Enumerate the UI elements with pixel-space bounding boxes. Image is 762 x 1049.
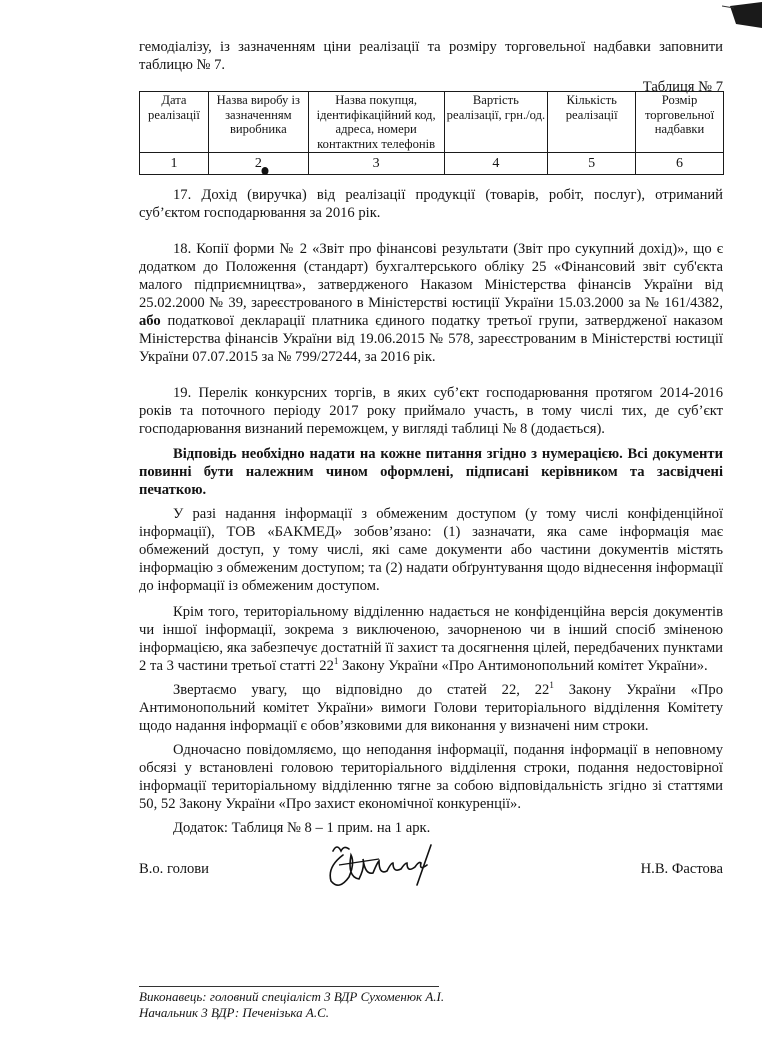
table7-number-row — [140, 153, 724, 175]
item-19 — [139, 384, 723, 438]
item-18-or: або — [139, 313, 161, 329]
liability-text: Одночасно повідомляємо, що неподання інформації, подання інформації в неповному обсязі у встановлені головою територіального відділення строки, подання недостовірної інформації територіальному відділенню тягне за собою відповідальність згідно зі статтями 50, 52 Закону України «Про захист економічної конкуренції». — [139, 742, 723, 812]
scan-ink-dot — [261, 166, 269, 176]
table7-number-cell: 2 — [208, 153, 308, 175]
table7-caption: Таблиця № 7 — [642, 79, 723, 95]
footer — [139, 989, 444, 1021]
attachment-line — [139, 819, 723, 837]
table7-number-cell: 5 — [548, 153, 636, 175]
item-17-text: 17. Дохід (виручка) від реалізації продукції (товарів, робіт, послуг), отриманий суб’єктом господарювання за 2016 рік. — [139, 187, 723, 221]
bold-notice-text: Відповідь необхідно надати на кожне питання згідно з нумерацією. Всі документи повинні бути належним чином оформлені, підписані керівником та засвідчені печаткою. — [139, 446, 723, 498]
attention-text: Звертаємо увагу, що відповідно до статей 22, $22^1$ Закону України «Про Антимонопольний комітет України» вимоги Голови територіального відділення Комітету щодо надання інформації є обов’язковими для виконання у визначені ним строки. — [139, 680, 723, 734]
liability-paragraph — [139, 741, 723, 813]
restricted-info-text: У разі надання інформації з обмеженим доступом (у тому числі конфіденційної інформації), ТОВ «БАКМЕД» зобов’язано: (1) зазначати, яка саме інформація має обмежений доступ, у тому числі, які саме документи або частини документів містять інформацію з обмеженим доступом; та (2) надати обґрунтування щодо віднесення інформації до інформації із обмеженим доступом. — [139, 506, 723, 594]
item-19-text: 19. Перелік конкурсних торгів, в яких суб’єкт господарювання протягом 2014-2016 років та поточного періоду 2017 року приймало участь, в тому числі тих, де суб’єкт господарювання визнаний переможцем, у вигляді таблиці № 8 (додається). — [139, 385, 723, 437]
table7-header-cell: Вартість реалізації, грн./од. — [444, 92, 548, 153]
table7-header-cell: Кількість реалізації — [548, 92, 636, 153]
signer-name: Н.В. Фастова — [640, 861, 723, 877]
table-7 — [139, 91, 724, 175]
table7-number-cell: 3 — [308, 153, 444, 175]
footer-divider — [139, 986, 439, 987]
bold-notice — [139, 445, 723, 499]
item-18 — [139, 240, 723, 366]
table7-header-cell: Дата реалізації — [140, 92, 209, 153]
table7-header-row — [140, 92, 724, 153]
footer-executor: Виконавець: головний спеціаліст 3 ВДР Сухоменюк А.І. — [139, 989, 445, 1004]
table7-number-cell: 4 — [444, 153, 548, 175]
table7-number-cell: 1 — [140, 153, 209, 175]
table7-number-cell: 6 — [636, 153, 724, 175]
item-18-text: 18. Копії форми № 2 «Звіт про фінансові результати (Звіт про сукупний дохід)», що є додатком до Положення (стандарт) бухгалтерського обліку 25 «Фінансовий звіт суб'єкта малого підприємництва», затвердженого Наказом Міністерства фінансів України від 25.02.2000 № 39, зареєстрованого в Міністерстві юстиції України 15.03.2000 за № 161/4382, або податкової декларації платника єдиного податку третьої групи, затвердженої наказом Міністерства фінансів України від 19.06.2015 № 578, зареєстрованим в Міністерстві юстиції України 07.07.2015 за № 799/27244, за 2016 рік. — [139, 241, 723, 365]
handwritten-signature — [319, 837, 449, 897]
intro-paragraph — [139, 38, 723, 74]
item-17 — [139, 186, 723, 222]
scan-corner-artifact — [722, 0, 762, 30]
attachment-text: Додаток: Таблиця № 8 – 1 прим. на 1 арк. — [173, 820, 431, 836]
signer-title: В.о. голови — [139, 861, 209, 877]
attention-paragraph — [139, 681, 723, 735]
footer-head: Начальник 3 ВДР: Печенізька А.С. — [139, 1005, 330, 1020]
non-confidential-paragraph — [139, 603, 723, 675]
restricted-info-paragraph — [139, 505, 723, 595]
non-confidential-text: Крім того, територіальному відділенню надається не конфіденційна версія документів чи іншої інформації, зокрема з виключеною, зачорненою чи в інший спосіб зміненою інформацією, яка забезпечує достатній її захист та досягнення цілей, передбачених пунктами 2 та 3 частини третьої статті $22^1$ Закону України «Про Антимонопольний комітет України». — [139, 604, 723, 674]
table7-header-cell: Назва покупця, ідентифікаційний код, адреса, номери контактних телефонів — [308, 92, 444, 153]
intro-text: гемодіалізу, із зазначенням ціни реалізації та розміру торговельної надбавки заповнити таблицю № 7. — [139, 39, 723, 73]
table7-header-cell: Розмір торговельної надбавки — [636, 92, 724, 153]
table7-header-cell: Назва виробу із зазначенням виробника — [208, 92, 308, 153]
